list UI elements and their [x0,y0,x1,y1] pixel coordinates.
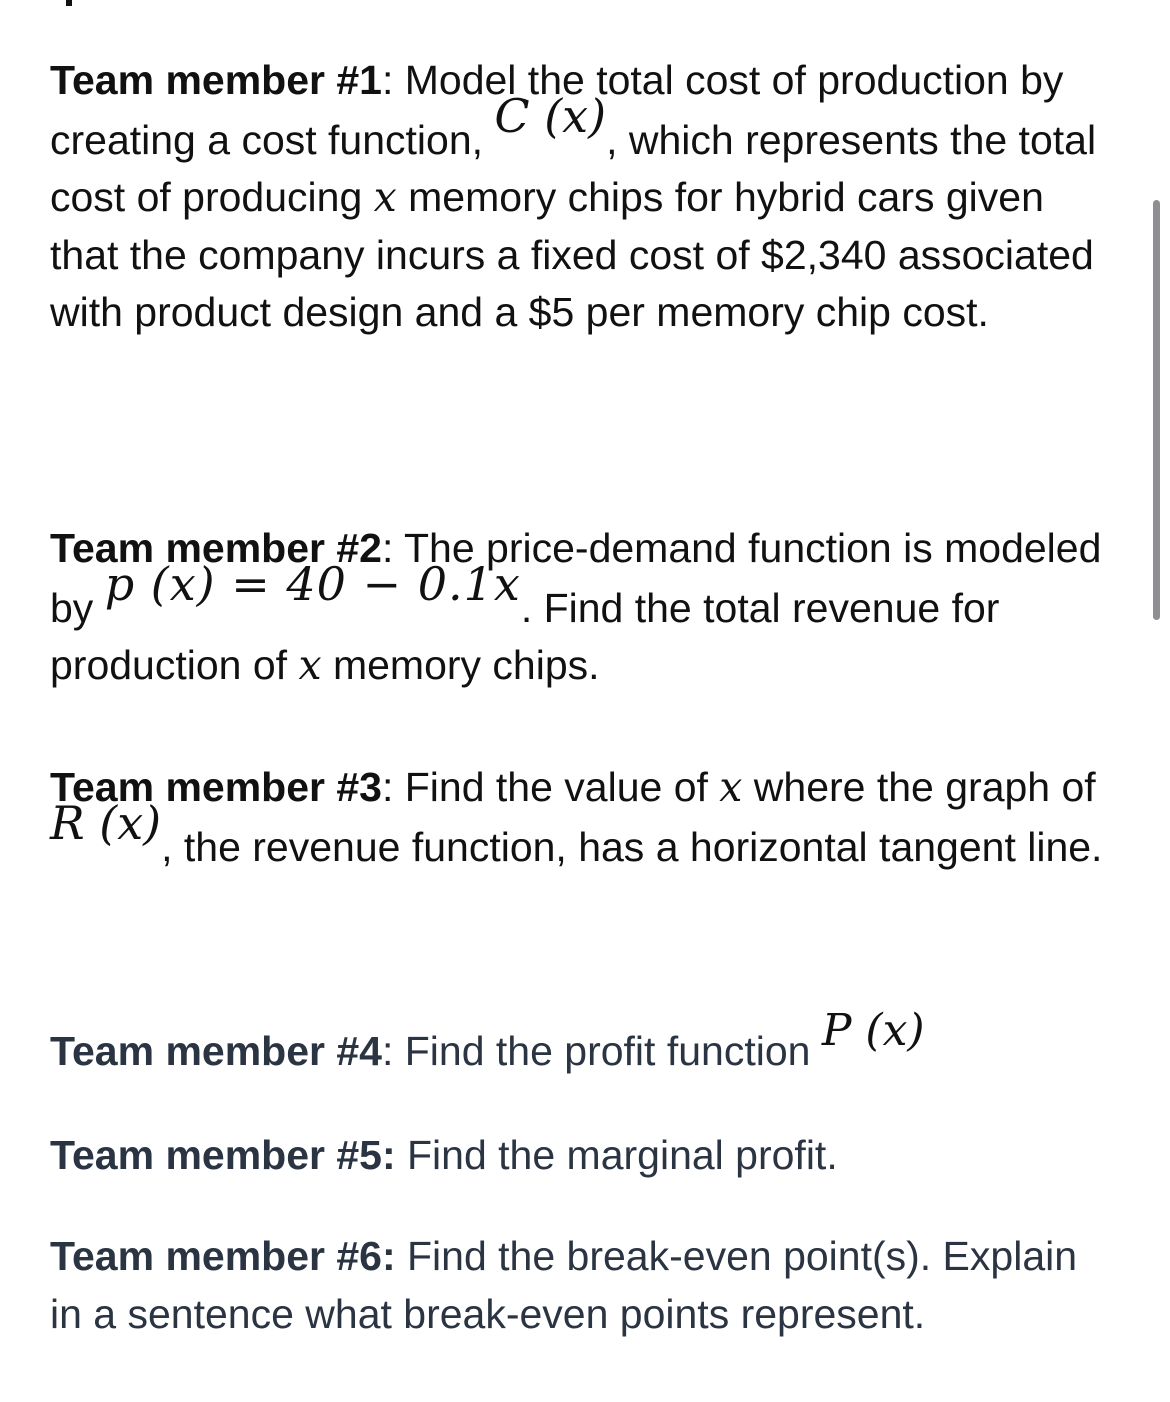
team-member-3-text-c: , the revenue function, has a horizontal tangent line. [161,823,1103,870]
team-member-5-label: Team member #5: [50,1132,396,1178]
profit-function-math: P (x) [821,1005,925,1056]
top-edge-mark [66,0,72,6]
team-member-6-label: Team member #6: [50,1233,396,1279]
team-member-2-text-a: : The price-demand function is modeled by [50,525,1102,631]
x-variable-math: x [719,763,743,811]
team-member-4-text-a: : Find the profit function [381,1028,822,1074]
vertical-scrollbar[interactable] [1153,200,1160,620]
team-member-1-label: Team member #1 [50,57,382,103]
team-member-3-text-b: where the graph of [742,764,1096,810]
team-member-1-paragraph [50,52,1110,342]
cost-function-math: C (x) [494,88,607,143]
team-member-1-text-a: : Model the total cost of production by creating a cost function, [50,57,1064,163]
team-member-1-text-c: memory chips for hybrid cars given that the company incurs a fixed cost of $2,340 associated with product design and a $5 per memory chip cost. [50,174,1094,335]
team-member-1-text-b: , which represents the total cost of producing [50,116,1097,220]
team-member-3-paragraph [50,759,1110,876]
team-member-2-paragraph [50,520,1110,695]
team-member-2-label: Team member #2 [50,525,382,571]
team-member-3-label: Team member #3 [50,764,382,810]
team-member-6-paragraph [50,1228,1090,1343]
team-member-4-label: Team member #4 [50,1028,382,1074]
x-variable-math: x [373,173,397,221]
team-member-2-text-c: memory chips. [321,642,600,688]
price-demand-math: p (x) = 40 − 0.1x [104,556,521,611]
team-member-4-paragraph [50,1005,1110,1081]
revenue-function-math: R (x) [50,795,162,850]
team-member-6-text-a: Find the break-even point(s). Explain in a sentence what break-even points represent. [50,1233,1078,1337]
team-member-5-text-a: Find the marginal profit. [395,1132,838,1178]
team-member-2-text-b: . Find the total revenue for production of [50,584,1000,688]
x-variable-math: x [298,641,322,689]
team-member-5-paragraph [50,1127,1110,1185]
team-member-3-text-a: : Find the value of [381,764,720,810]
